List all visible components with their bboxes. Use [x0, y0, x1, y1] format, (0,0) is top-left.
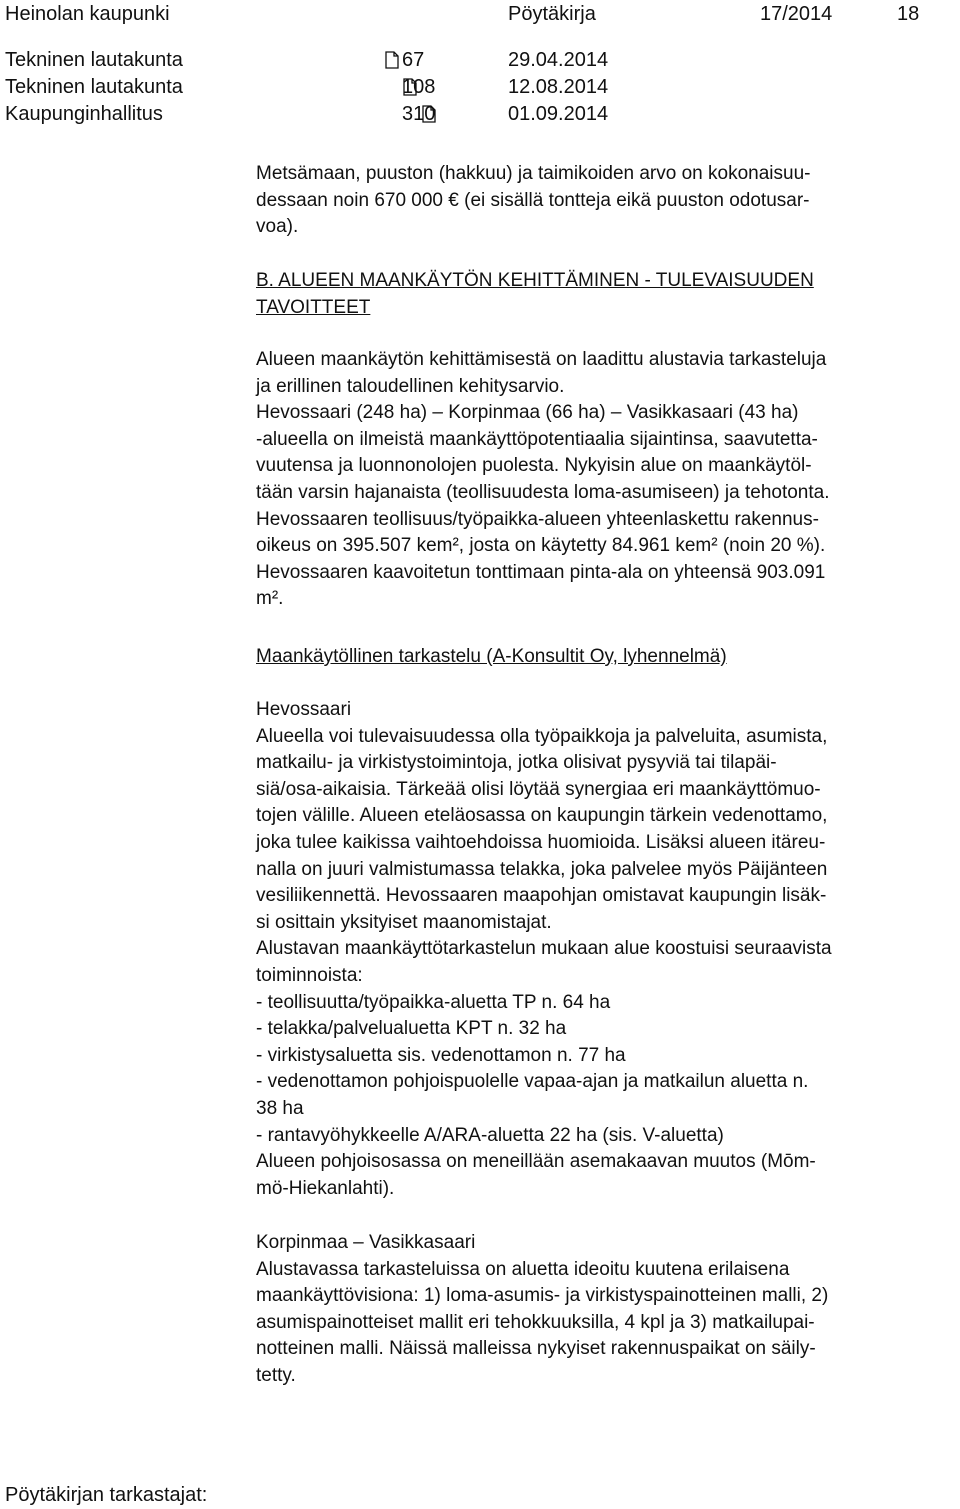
meeting-date: 01.09.2014 [508, 103, 609, 125]
heading-line: TAVOITTEET [256, 296, 371, 318]
doc-type: Pöytäkirja [508, 3, 596, 25]
section-document-icon [385, 51, 399, 69]
list-item-continued: 38 ha [256, 1097, 304, 1119]
text-line: dessaan noin 670 000 € (ei sisällä tontteja eikä puuston odotusar- [256, 189, 810, 211]
text-line: tetty. [256, 1364, 296, 1386]
text-line: vesiliikennettä. Hevossaaren maapohjan omistavat kaupungin lisäk- [256, 885, 827, 907]
list-item: - rantavyöhykkeelle A/ARA-aluetta 22 ha (sis. V-aluetta) [256, 1124, 724, 1146]
page-number: 18 [897, 3, 920, 25]
text-line: oikeus on 395.507 kem², josta on käytetty 84.961 kem² (noin 20 %). [256, 535, 826, 557]
text-line: notteinen malli. Näissä malleissa nykyiset rakennuspaikat on säily- [256, 1338, 816, 1360]
text-line: matkailu- ja virkistystoimintoja, jotka olisivat pysyviä tai tilapäi- [256, 752, 777, 774]
text-line: -alueella on ilmeistä maankäyttöpotentiaalia sijaintinsa, saavutetta- [256, 428, 818, 450]
text-line: Alueella voi tulevaisuudessa olla työpaikkoja ja palveluita, asumista, [256, 725, 828, 747]
reviewers-label: Pöytäkirjan tarkastajat: [5, 1484, 208, 1506]
meeting-body: Tekninen lautakunta [5, 49, 183, 71]
subsection-title: Korpinmaa – Vasikkasaari [256, 1232, 476, 1253]
meeting-date: 29.04.2014 [508, 49, 609, 71]
meeting-section: 310 [402, 103, 436, 125]
meeting-body: Kaupunginhallitus [5, 103, 163, 125]
paragraph-forest-value [256, 161, 956, 241]
text-line: si osittain yksityiset maanomistajat. [256, 911, 552, 933]
text-line: Metsämaan, puuston (hakkuu) ja taimikoiden arvo on kokonaisuu- [256, 163, 811, 184]
text-line: tojen välille. Alueen eteläosassa on kaupungin tärkein vedenottamo, [256, 805, 828, 827]
text-line: Hevossaaren kaavoitetun tonttimaan pinta-ala on yhteensä 903.091 [256, 561, 826, 583]
meeting-body: Tekninen lautakunta [5, 76, 183, 98]
text-line: Alustavassa tarkasteluissa on aluetta ideoitu kuutena erilaisena [256, 1258, 790, 1280]
text-line: tään varsin hajanaista (teollisuudesta loma-asumiseen) ja tehotonta. [256, 481, 830, 503]
heading-line: Maankäytöllinen tarkastelu (A-Konsultit Oy, lyhennelmä) [256, 646, 727, 667]
text-line: nalla on juuri valmistumassa telakka, joka palvelee myös Päijänteen [256, 858, 828, 880]
text-line: Alustavan maankäyttötarkastelun mukaan alue koostuisi seuraavista [256, 938, 832, 960]
text-line: Hevossaaren teollisuus/työpaikka-alueen yhteenlaskettu rakennus- [256, 508, 819, 530]
heading-line: B. ALUEEN MAANKÄYTÖN KEHITTÄMINEN - TULEVAISUUDEN [256, 270, 814, 291]
meeting-date: 12.08.2014 [508, 76, 609, 98]
list-item: - virkistysaluetta sis. vedenottamon n. 77 ha [256, 1044, 626, 1066]
text-line: Alueen maankäytön kehittämisestä on laadittu alustavia tarkasteluja [256, 349, 827, 370]
list-item: - vedenottamon pohjoispuolelle vapaa-ajan ja matkailun aluetta n. [256, 1071, 809, 1093]
meeting-section: 67 [402, 49, 425, 71]
text-line: joka tulee kaikissa vaihtoehdoissa huomioida. Lisäksi alueen itäreu- [256, 831, 826, 853]
text-line: asumispainotteiset mallit eri tehokkuuksilla, 4 kpl ja 3) matkailupai- [256, 1311, 815, 1333]
list-item: - telakka/palvelualuetta KPT n. 32 ha [256, 1018, 567, 1040]
text-line: Hevossaari (248 ha) – Korpinmaa (66 ha) – Vasikkasaari (43 ha) [256, 402, 799, 424]
subsection-title: Hevossaari [256, 699, 352, 720]
section-korpinmaa [256, 1230, 956, 1390]
meeting-section: 108 [402, 76, 436, 98]
section-heading-b [256, 268, 956, 321]
text-line: maankäyttövisiona: 1) loma-asumis- ja virkistyspainotteinen malli, 2) [256, 1285, 829, 1307]
org-name: Heinolan kaupunki [5, 3, 170, 25]
review-heading [256, 644, 956, 671]
text-line: voa). [256, 216, 299, 238]
text-line: siä/osa-aikaisia. Tärkeää olisi löytää synergiaa eri maankäyttömuo- [256, 778, 821, 800]
section-hevossaari [256, 697, 956, 1202]
doc-number: 17/2014 [760, 3, 833, 25]
text-line: ja erillinen taloudellinen kehitysarvio. [256, 375, 565, 397]
text-line: vuutensa ja luonnonolojen puolesta. Nykyisin alue on maankäytöl- [256, 455, 812, 477]
paragraph-land-use [256, 347, 956, 613]
text-line: mö-Hiekanlahti). [256, 1177, 395, 1199]
text-line: m². [256, 588, 284, 610]
text-line: toiminnoista: [256, 964, 363, 986]
list-item: - teollisuutta/työpaikka-aluetta TP n. 64 ha [256, 991, 611, 1013]
text-line: Alueen pohjoisosassa on meneillään asemakaavan muutos (Mōm- [256, 1151, 816, 1173]
